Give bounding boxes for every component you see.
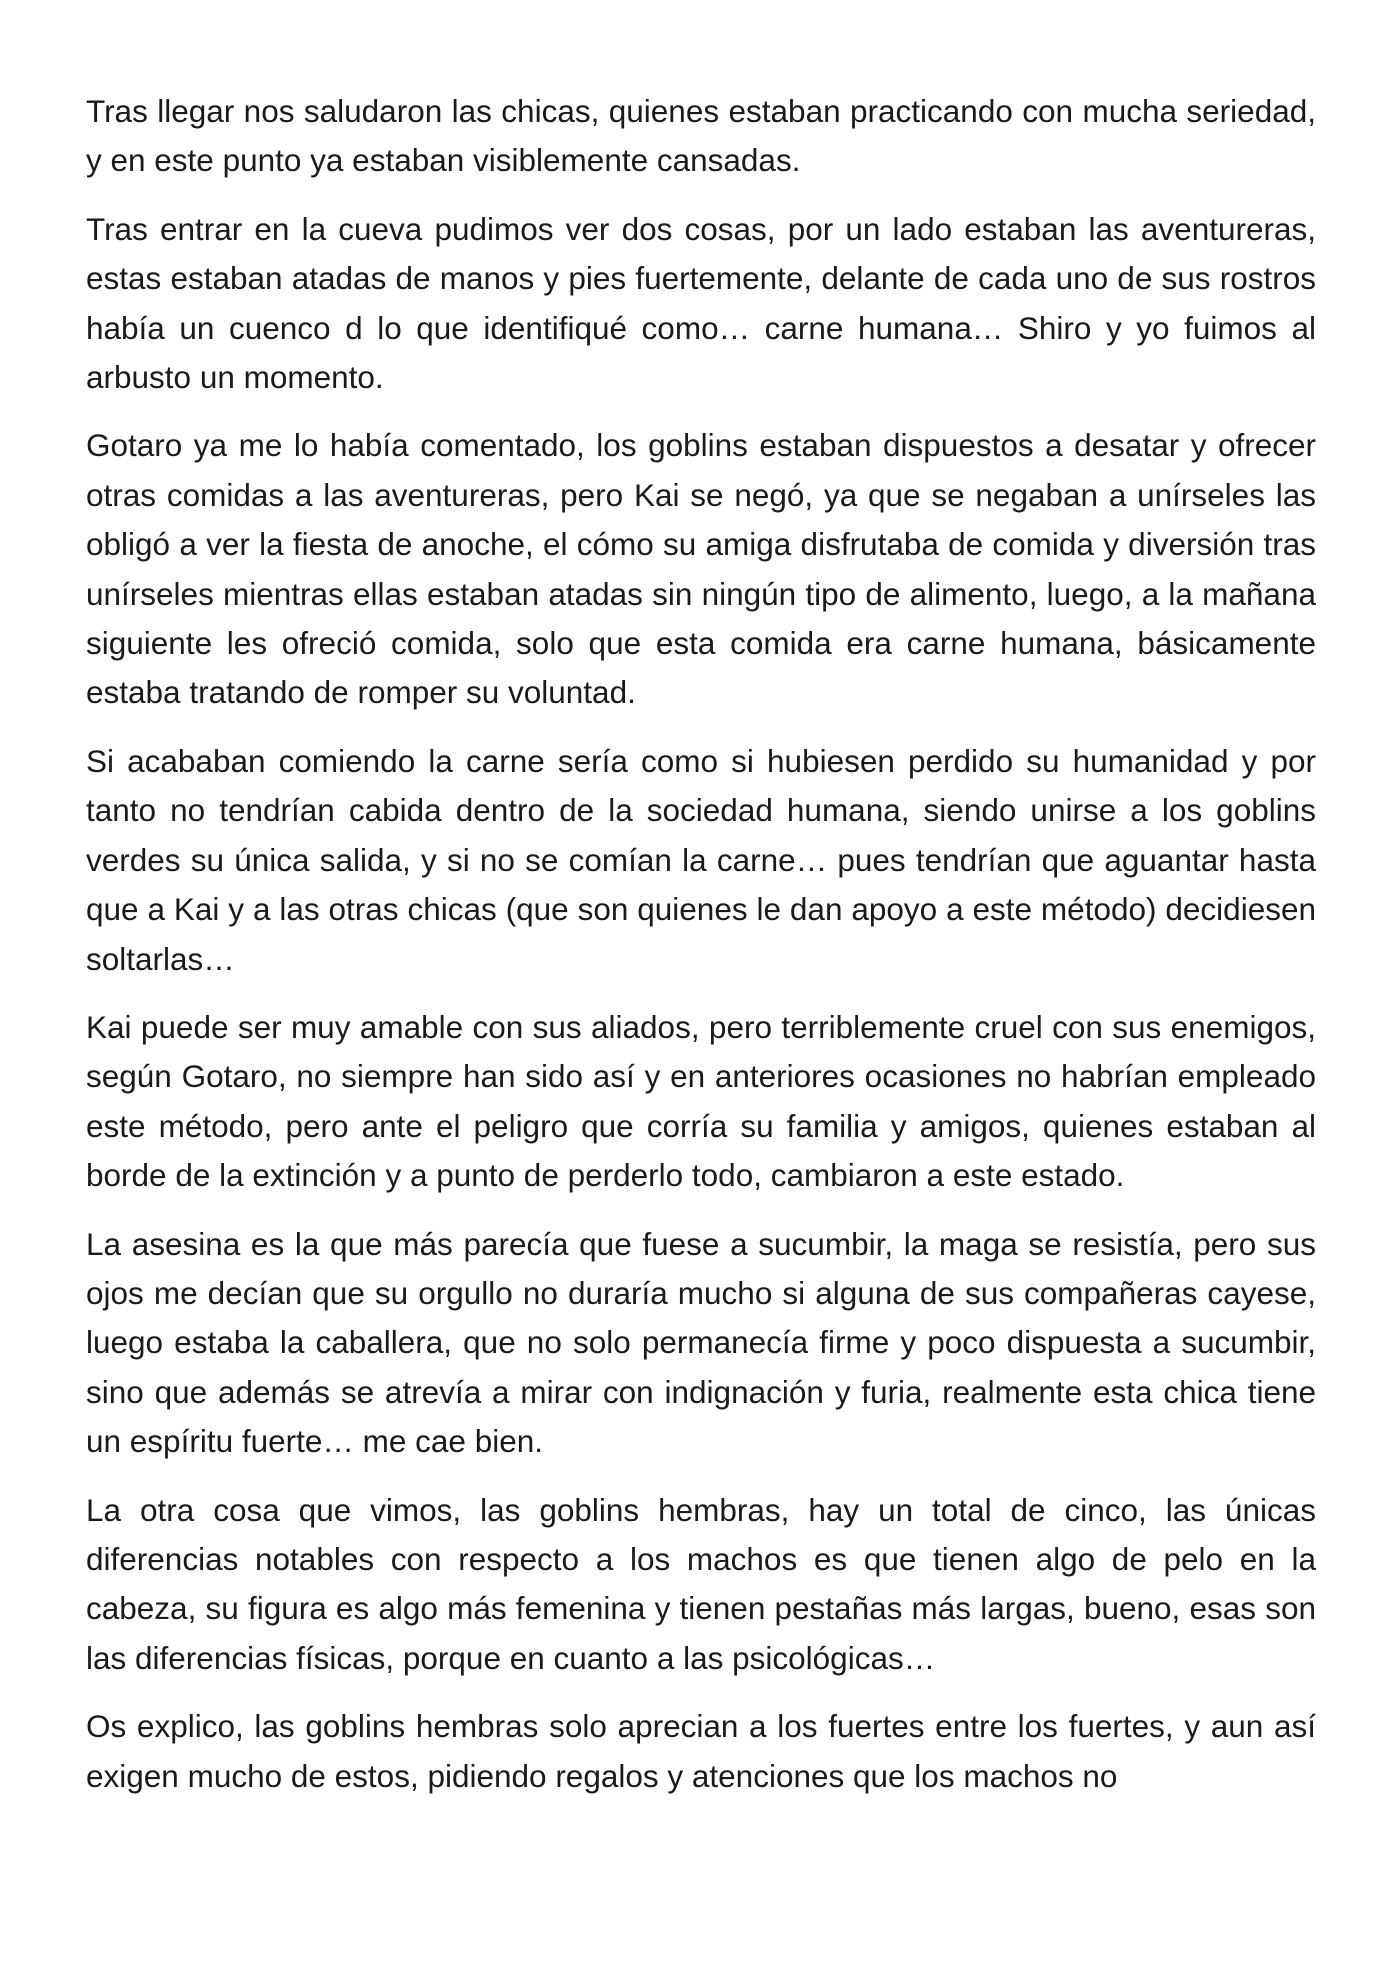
- paragraph: La otra cosa que vimos, las goblins hembras, hay un total de cinco, las únicas diferencias notables con respecto a los machos es que tienen algo de pelo en la cabeza, su figura es algo más femenina y tienen pestañas más largas, bueno, esas son las diferencias físicas, porque en cuanto a las psicológicas…: [86, 1491, 1316, 1676]
- paragraph: Tras llegar nos saludaron las chicas, quienes estaban practicando con mucha seriedad, y en este punto ya estaban visiblemente cansadas.: [86, 93, 1316, 179]
- paragraph: Os explico, las goblins hembras solo aprecian a los fuertes entre los fuertes, y aun así exigen mucho de estos, pidiendo regalos y atenciones que los machos no: [86, 1708, 1316, 1794]
- paragraph: Kai puede ser muy amable con sus aliados, pero terriblemente cruel con sus enemigos, según Gotaro, no siempre han sido así y en anteriores ocasiones no habrían empleado este método, pero ante el peligro que corría su familia y amigos, quienes estaban al borde de la extinción y a punto de perderlo todo, cambiaron a este estado.: [86, 1008, 1316, 1194]
- paragraph: Si acababan comiendo la carne sería como si hubiesen perdido su humanidad y por tanto no tendrían cabida dentro de la sociedad humana, siendo unirse a los goblins verdes su única salida, y si no se comían la carne… pues tendrían que aguantar hasta que a Kai y a las otras chicas (que son quienes le dan apoyo a este método) decidiesen soltarlas…: [86, 742, 1316, 977]
- paragraph: Gotaro ya me lo había comentado, los goblins estaban dispuestos a desatar y ofrecer otras comidas a las aventureras, pero Kai se negó, ya que se negaban a unírseles las obligó a ver la fiesta de anoche, el cómo su amiga disfrutaba de comida y diversión tras unírseles mientras ellas estaban atadas sin ningún tipo de alimento, luego, a la mañana siguiente les ofreció comida, solo que esta comida era carne humana, básicamente estaba tratando de romper su voluntad.: [86, 427, 1316, 711]
- paragraph: Tras entrar en la cueva pudimos ver dos cosas, por un lado estaban las aventureras, estas estaban atadas de manos y pies fuertemente, delante de cada uno de sus rostros había un cuenco d lo que identifiqué como… carne humana… Shiro y yo fuimos al arbusto un momento.: [86, 210, 1316, 396]
- paragraph: La asesina es la que más parecía que fuese a sucumbir, la maga se resistía, pero sus ojos me decían que su orgullo no duraría mucho si alguna de sus compañeras cayese, luego estaba la caballera, que no solo permanecía firme y poco dispuesta a sucumbir, sino que además se atrevía a mirar con indignación y furia, realmente esta chica tiene un espíritu fuerte… me cae bien.: [86, 1225, 1316, 1460]
- document-page: [86, 87, 1316, 1801]
